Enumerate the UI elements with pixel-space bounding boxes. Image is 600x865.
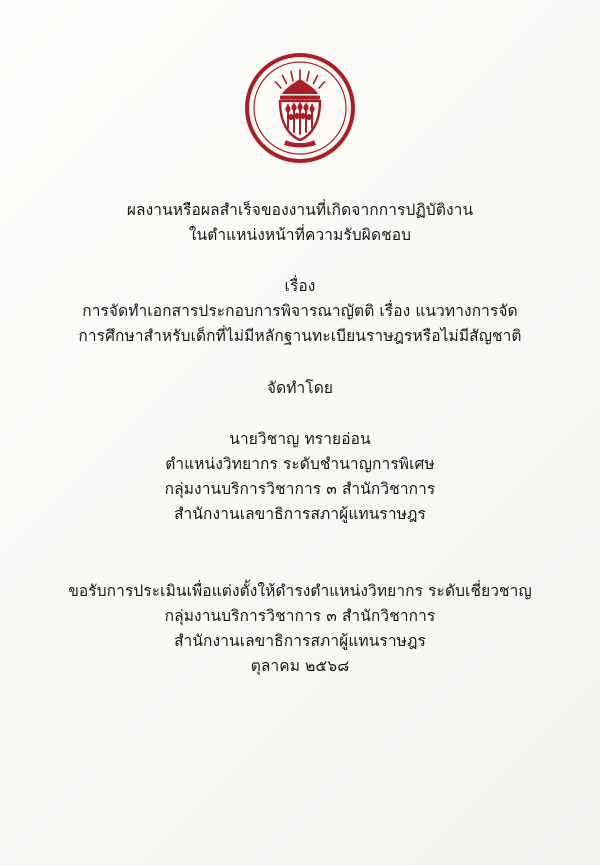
subject-line: การศึกษาสำหรับเด็กที่ไม่มีหลักฐานทะเบียนราษฎรหรือไม่มีสัญชาติ <box>78 327 522 346</box>
document-date: ตุลาคม ๒๕๖๘ <box>250 657 350 676</box>
author-line: กลุ่มงานบริการวิชาการ ๓ สำนักวิชาการ <box>164 479 436 498</box>
author-line: สำนักงานเลขาธิการสภาผู้แทนราษฎร <box>174 504 426 523</box>
document-purpose <box>0 579 600 679</box>
thai-parliament-emblem-icon <box>244 52 356 164</box>
title-line: ผลงานหรือผลสำเร็จของงานที่เกิดจากการปฏิบัติงาน <box>126 201 474 219</box>
document-author <box>0 427 600 527</box>
subject-label: เรื่อง <box>284 277 316 296</box>
document-content <box>0 198 600 680</box>
subject-line: การจัดทำเอกสารประกอบการพิจารณาญัตติ เรื่อง แนวทางการจัด <box>82 302 518 321</box>
document-title <box>0 198 600 248</box>
author-line: นายวิชาญ ทรายอ่อน <box>229 429 371 448</box>
title-line: ในตำแหน่งหน้าที่ความรับผิดชอบ <box>188 226 412 245</box>
purpose-line: สำนักงานเลขาธิการสภาผู้แทนราษฎร <box>174 632 426 651</box>
purpose-line: กลุ่มงานบริการวิชาการ ๓ สำนักวิชาการ <box>164 607 436 626</box>
author-label: จัดทำโดย <box>266 378 334 397</box>
purpose-line: ขอรับการประเมินเพื่อแต่งตั้งให้ดำรงตำแหน่งวิทยากร ระดับเชี่ยวชาญ <box>68 582 532 601</box>
document-subject <box>0 299 600 349</box>
author-line: ตำแหน่งวิทยากร ระดับชำนาญการพิเศษ <box>165 454 435 473</box>
emblem-container <box>0 0 600 164</box>
